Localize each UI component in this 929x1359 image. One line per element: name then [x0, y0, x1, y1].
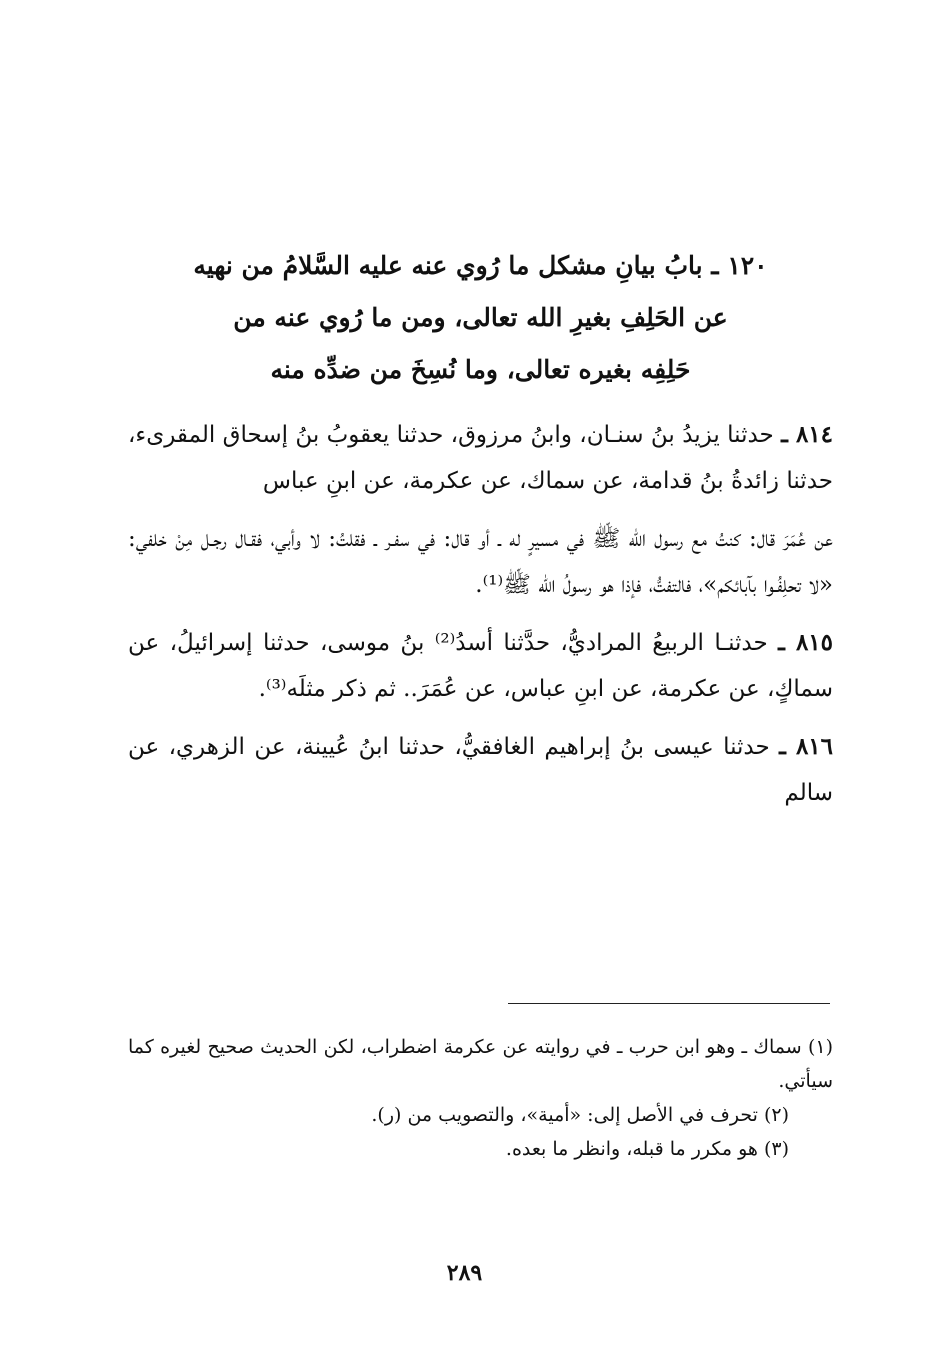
hadith-text: حدثنا يزيدُ بنُ سنـان، وابنُ مرزوق، حدثنا يعقوبُ بنُ إسحاق المقرىء، حدثنا زائدةُ بنُ قدامة، عن سماك، عن عكرمة، عن ابنِ عباس: [128, 422, 833, 494]
hadith-number: ٨١٥ ـ: [778, 629, 833, 656]
hadith-number: ٨١٤ ـ: [781, 421, 834, 448]
footnote-marker: (١): [807, 1036, 833, 1058]
footnote-text: تحرف في الأصل إلى: «أمية»، والتصويب من (ر).: [371, 1104, 764, 1126]
chapter-heading-line-1: ١٢٠ ـ بابُ بيانِ مشكل ما رُوي عنه عليه السَّلامُ من نهيه: [193, 251, 768, 280]
footnote-2: [128, 1098, 833, 1132]
footnotes: [128, 1030, 833, 1166]
chapter-heading: [128, 240, 833, 396]
hadith-814: [128, 412, 833, 504]
page-number: ٢٨٩: [446, 1260, 483, 1286]
chapter-heading-line-3: حَلِفِه بغيره تعالى، وما نُسِخَ من ضدِّه منه: [270, 355, 691, 384]
hadith-815: [128, 620, 833, 712]
hadith-number: ٨١٦ ـ: [779, 733, 833, 760]
hadith-body: [128, 412, 833, 828]
footnote-separator: [508, 1003, 830, 1004]
hadith-text: عن عُمَرَ قال: كنتُ مع رسول الله ﷺ في مسيرٍ له ـ أو قال: في سفـر ـ فقلتُ: لا وأبي، فقـال رجـل مِنْ خلفي: «لا تحلِفُـوا بآبائكم»، فالتفتُّ، فإذا هو رسولُ الله ﷺ⁽¹⁾.: [128, 526, 833, 598]
hadith-816: [128, 724, 833, 816]
hadith-text: حدثنا عيسى بنُ إبراهيم الغافقيُّ، حدثنا ابنُ عُيينة، عن الزهري، عن سالم: [128, 734, 833, 806]
footnote-marker: (٣): [763, 1138, 789, 1160]
footnote-1: [128, 1030, 833, 1098]
footnote-3: [128, 1132, 833, 1166]
hadith-814-matn: [128, 516, 833, 608]
footnote-text: سماك ـ وهو ابن حرب ـ في روايته عن عكرمة اضطراب، لكن الحديث صحيح لغيره كما سيأتي.: [128, 1036, 833, 1092]
hadith-text: حدثنـا الربيعُ المراديُّ، حدَّثنا أسدُ⁽²⁾ بنُ موسى، حدثنا إسرائيلُ، عن سماكٍ، عن عكرمة، عن ابنِ عباس، عن عُمَرَ.. ثم ذكر مثلَه⁽³⁾.: [128, 630, 833, 702]
chapter-heading-line-2: عن الحَلِفِ بغيرِ الله تعالى، ومن ما رُوي عنه من: [233, 303, 728, 332]
footnote-text: هو مكرر ما قبله، وانظر ما بعده.: [505, 1138, 764, 1160]
footnote-marker: (٢): [763, 1104, 789, 1126]
